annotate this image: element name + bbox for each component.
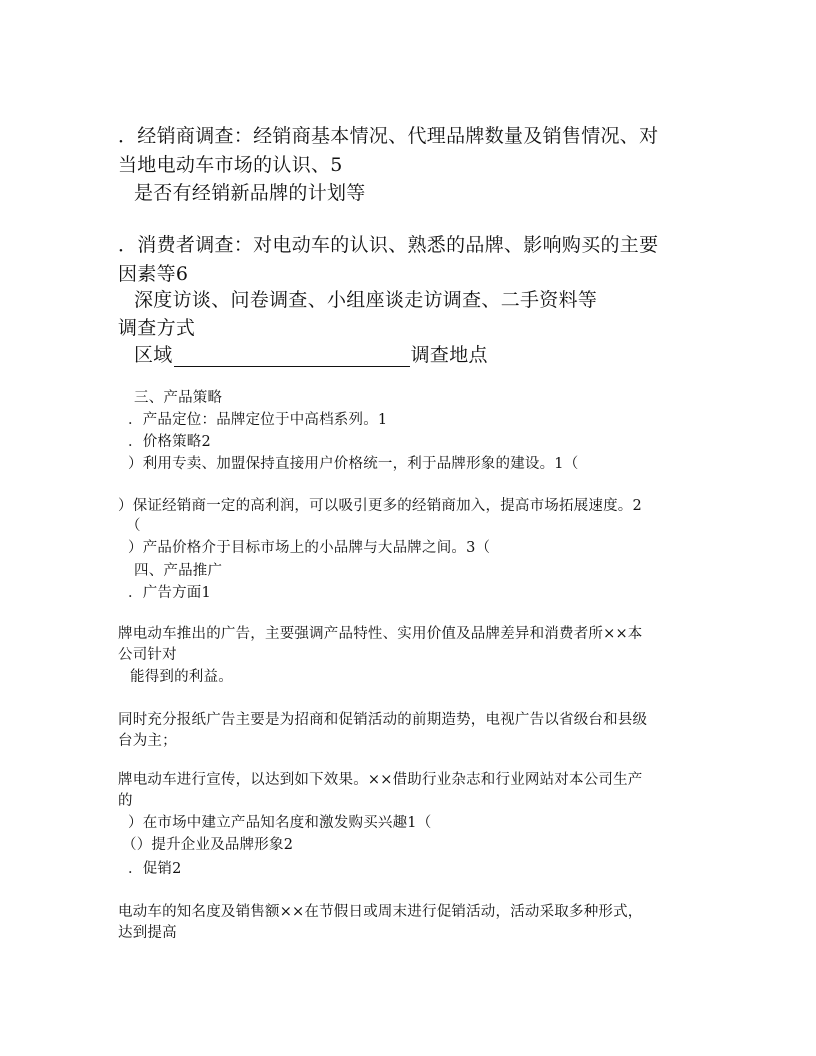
- text-line: ．价格策略2: [128, 434, 211, 450]
- text-line: 公司针对: [118, 647, 177, 663]
- text-line: 牌电动车进行宣传，以达到如下效果。××借助行业杂志和行业网站对本公司生产: [118, 772, 643, 788]
- text-line: 当地电动车市场的认识、5: [118, 154, 343, 176]
- text-line: 同时充分报纸广告主要是为招商和促销活动的前期造势，电视广告以省级台和县级: [118, 712, 648, 728]
- survey-region-line: [134, 340, 488, 367]
- text-line: 能得到的利益。: [130, 669, 233, 685]
- section-heading: 四、产品推广: [134, 563, 223, 579]
- text-line: ）产品价格介于目标市场上的小品牌与大品牌之间。3（: [128, 540, 491, 556]
- fill-in-blank: [174, 348, 410, 367]
- text-line: ．经销商调查：经销商基本情况、代理品牌数量及销售情况、对: [118, 125, 659, 147]
- text-line: 电动车的知名度及销售额××在节假日或周末进行促销活动，活动采取多种形式，: [118, 904, 643, 920]
- text-line: ．消费者调查：对电动车的认识、熟悉的品牌、影响购买的主要: [118, 234, 659, 256]
- text-line: （）提升企业及品牌形象2: [122, 837, 294, 853]
- text-line: ．产品定位：品牌定位于中高档系列。1: [128, 412, 388, 428]
- text-line: （: [126, 518, 141, 534]
- section-heading: 三、产品策略: [134, 390, 223, 406]
- text-line: ．促销2: [128, 861, 182, 877]
- text-line: ）利用专卖、加盟保持直接用户价格统一，利于品牌形象的建设。1（: [128, 456, 579, 472]
- text-line: 牌电动车推出的广告，主要强调产品特性、实用价值及品牌差异和消费者所××本: [118, 626, 643, 642]
- text-line: 是否有经销新品牌的计划等: [134, 182, 366, 204]
- text-line: 台为主；: [118, 733, 177, 749]
- text-line: 深度访谈、问卷调查、小组座谈走访调查、二手资料等: [134, 289, 598, 311]
- text-line: 的: [118, 793, 133, 809]
- text-line: 因素等6: [118, 263, 189, 285]
- text-line: 达到提高: [118, 925, 177, 941]
- region-label: 区域: [134, 344, 173, 366]
- text-line: 调查方式: [118, 317, 196, 339]
- location-label: 调查地点: [410, 344, 488, 366]
- text-line: ．广告方面1: [128, 585, 211, 601]
- text-line: ）在市场中建立产品知名度和激发购买兴趣1（: [128, 815, 432, 831]
- text-line: ）保证经销商一定的高利润，可以吸引更多的经销商加入，提高市场拓展速度。2: [118, 498, 642, 514]
